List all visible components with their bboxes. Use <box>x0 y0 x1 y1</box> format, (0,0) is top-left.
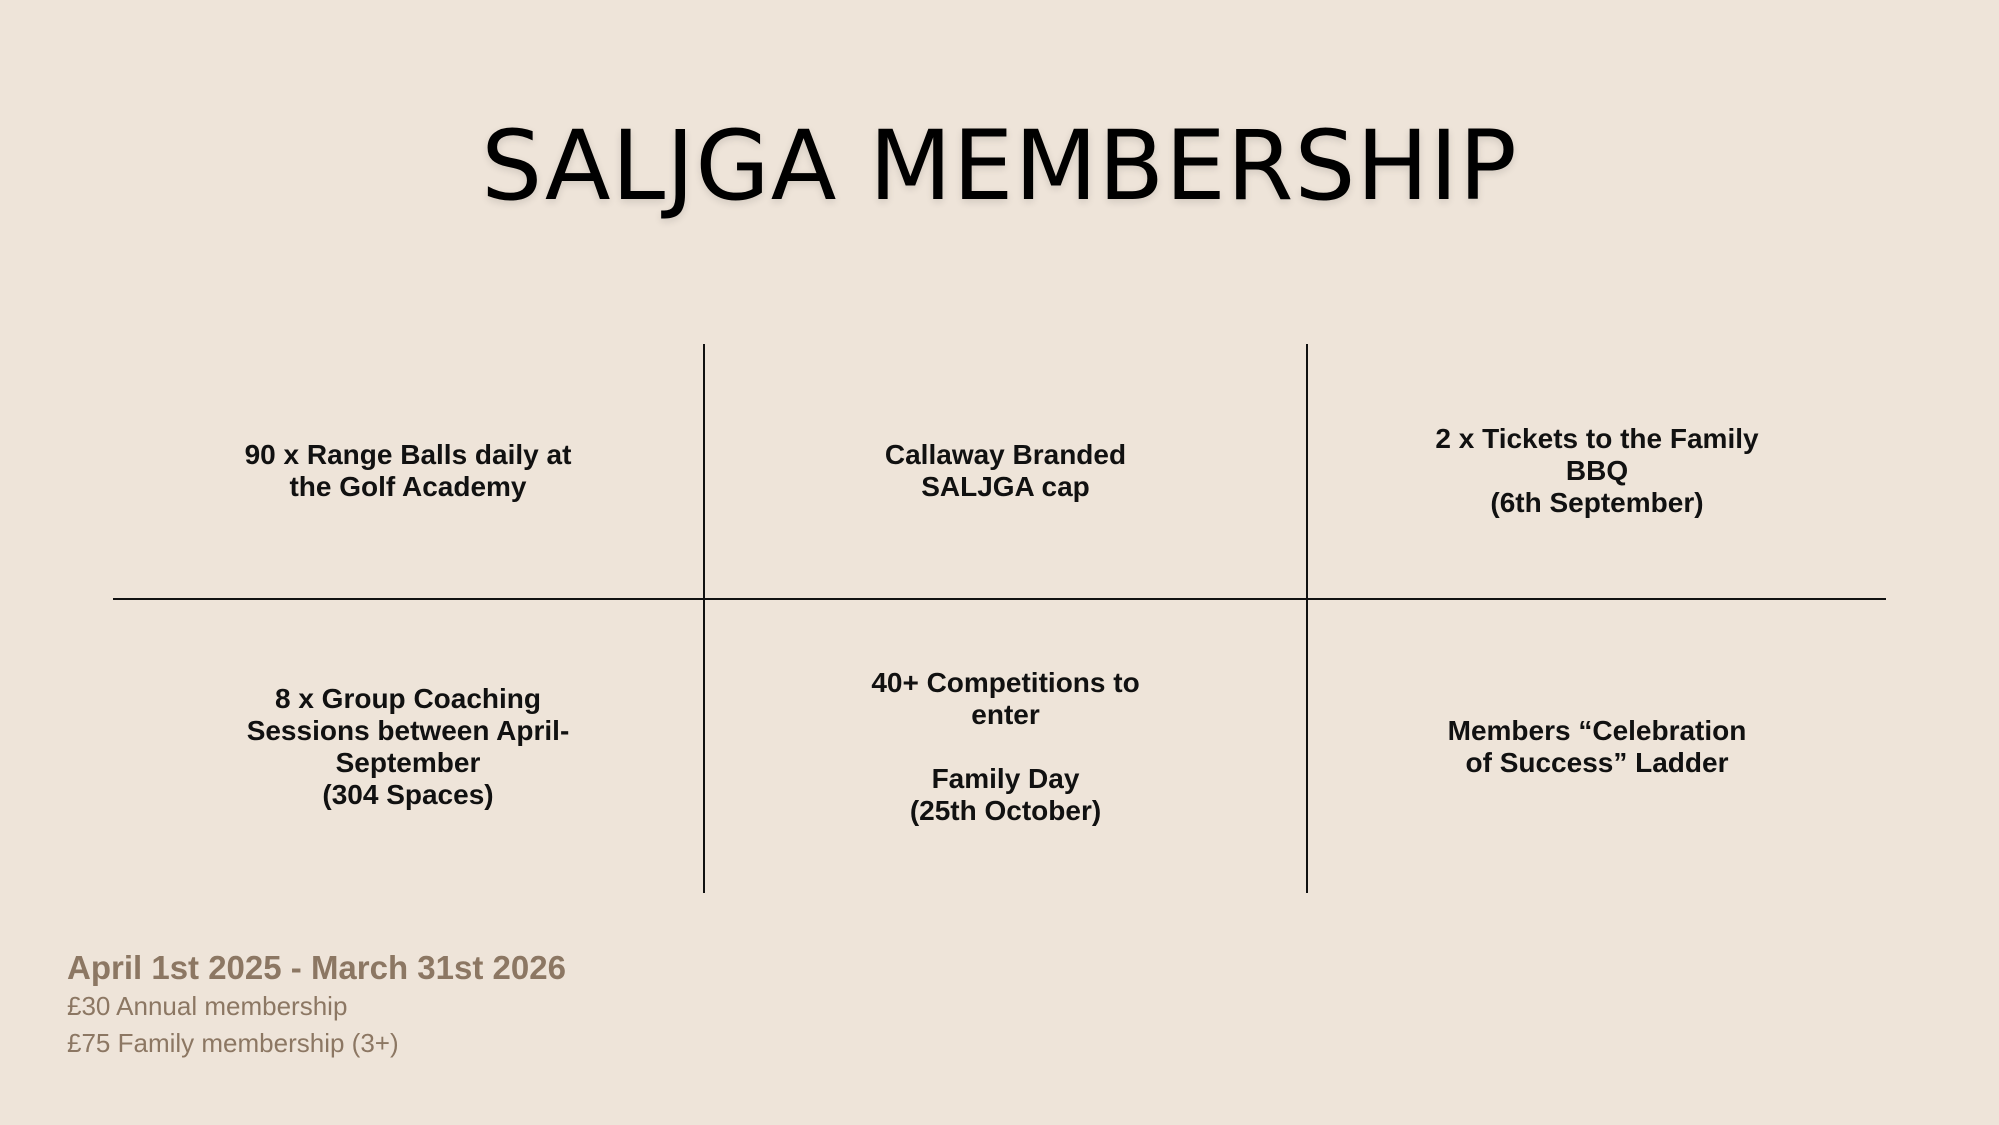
benefit-text: Callaway Branded SALJGA cap <box>884 439 1127 502</box>
benefit-cell-competitions <box>705 600 1306 893</box>
family-price: £75 Family membership (3+) <box>67 1028 399 1058</box>
membership-period: April 1st 2025 - March 31st 2026 <box>67 949 566 986</box>
benefit-cell-range-balls <box>113 344 703 598</box>
benefit-text: 90 x Range Balls daily at the Golf Academy <box>244 439 572 502</box>
benefit-cell-cap <box>705 344 1306 598</box>
membership-pricing <box>67 948 566 1062</box>
benefit-text: 2 x Tickets to the Family BBQ (6th September) <box>1435 423 1759 518</box>
benefit-cell-ladder <box>1308 600 1886 893</box>
benefit-text: 40+ Competitions to enter Family Day (25th October) <box>871 666 1140 826</box>
benefit-cell-bbq-tickets <box>1308 344 1886 598</box>
benefit-text: 8 x Group Coaching Sessions between April- September (304 Spaces) <box>246 682 570 810</box>
page-title: SALJGA MEMBERSHIP <box>481 110 1518 222</box>
benefit-text: Members “Celebration of Success” Ladder <box>1447 714 1747 778</box>
annual-price: £30 Annual membership <box>67 991 348 1021</box>
benefit-cell-group-coaching <box>113 600 703 893</box>
